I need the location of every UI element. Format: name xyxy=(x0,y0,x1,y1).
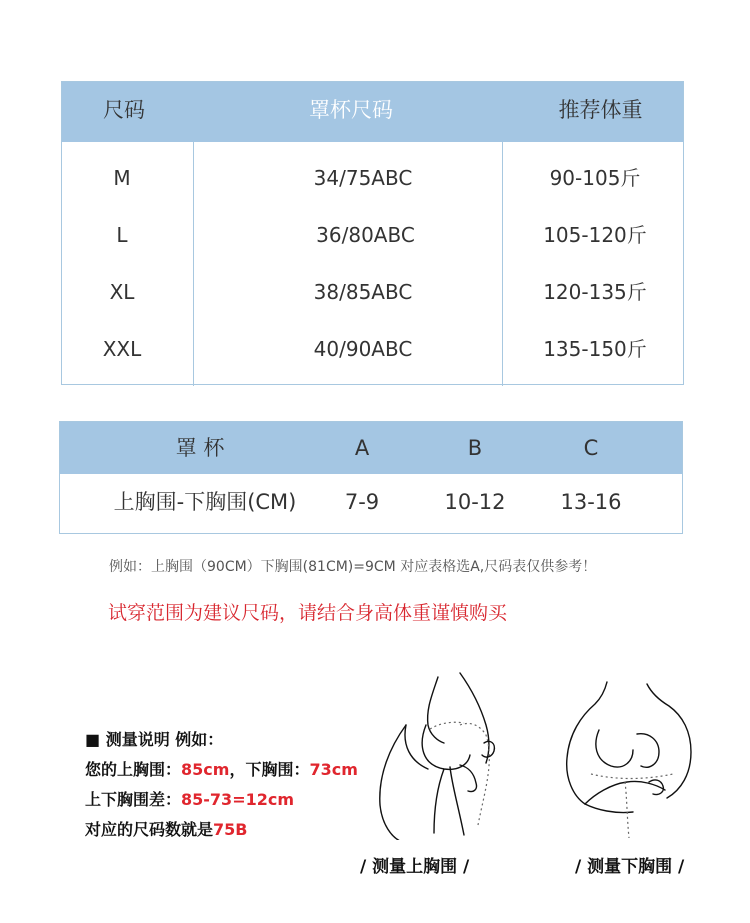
header-cup-c: C xyxy=(583,436,599,460)
size-table xyxy=(61,81,684,385)
measure-line-1 xyxy=(85,757,358,780)
cup-table-header xyxy=(60,422,682,474)
lower-bust-illustration xyxy=(555,678,705,843)
cup-cell: 34/75ABC xyxy=(313,166,413,190)
result-label: 对应的尺码数就是 xyxy=(85,820,214,839)
header-cup-a: A xyxy=(354,436,370,460)
difference-label: 上下胸围差： xyxy=(85,790,182,809)
upper-bust-caption: / 测量上胸围 / xyxy=(360,857,470,877)
upper-bust-value: 85cm xyxy=(181,760,230,779)
cup-cell: 40/90ABC xyxy=(313,337,413,361)
difference-value: 85-73=12cm xyxy=(181,790,295,809)
lower-bust-label: ，下胸围： xyxy=(229,760,310,779)
weight-cell: 105-120斤 xyxy=(543,223,647,247)
bust-difference-label: 上胸围-下胸围(CM) xyxy=(113,490,297,514)
header-cup-size: 罩杯尺码 xyxy=(309,98,393,122)
lower-bust-value: 73cm xyxy=(309,760,358,779)
result-size: 75B xyxy=(213,820,248,839)
header-weight: 推荐体重 xyxy=(558,98,643,122)
size-cell: XL xyxy=(109,280,135,304)
table-row xyxy=(62,207,683,264)
cup-cell: 36/80ABC xyxy=(316,223,415,247)
header-cup: 罩 杯 xyxy=(175,436,225,460)
weight-cell: 120-135斤 xyxy=(543,280,647,304)
cup-b-range: 10-12 xyxy=(444,490,506,514)
weight-cell: 90-105斤 xyxy=(549,166,641,190)
cup-table xyxy=(59,421,683,534)
measure-line-3 xyxy=(85,817,247,840)
cup-cell: 38/85ABC xyxy=(313,280,413,304)
measure-title: ■ 测量说明 例如： xyxy=(85,730,224,749)
table-row xyxy=(62,150,683,207)
example-note: 例如：上胸围（90CM）下胸围(81CM)=9CM 对应表格选A,尺码表仅供参考！ xyxy=(109,559,597,575)
cup-c-range: 13-16 xyxy=(560,490,622,514)
table-row xyxy=(62,264,683,321)
header-cup-b: B xyxy=(467,436,483,460)
lower-bust-caption: / 测量下胸围 / xyxy=(575,857,685,877)
size-cell: M xyxy=(113,166,131,190)
size-warning: 试穿范围为建议尺码，请结合身高体重谨慎购买 xyxy=(108,602,508,624)
size-cell: XXL xyxy=(102,337,142,361)
header-size: 尺码 xyxy=(103,98,145,122)
measure-line-2 xyxy=(85,787,294,810)
size-cell: L xyxy=(116,223,128,247)
upper-bust-illustration xyxy=(340,665,510,840)
weight-cell: 135-150斤 xyxy=(543,337,647,361)
upper-bust-label: 您的上胸围： xyxy=(85,760,182,779)
size-table-header xyxy=(62,82,683,142)
table-row xyxy=(62,321,683,378)
cup-a-range: 7-9 xyxy=(344,490,380,514)
